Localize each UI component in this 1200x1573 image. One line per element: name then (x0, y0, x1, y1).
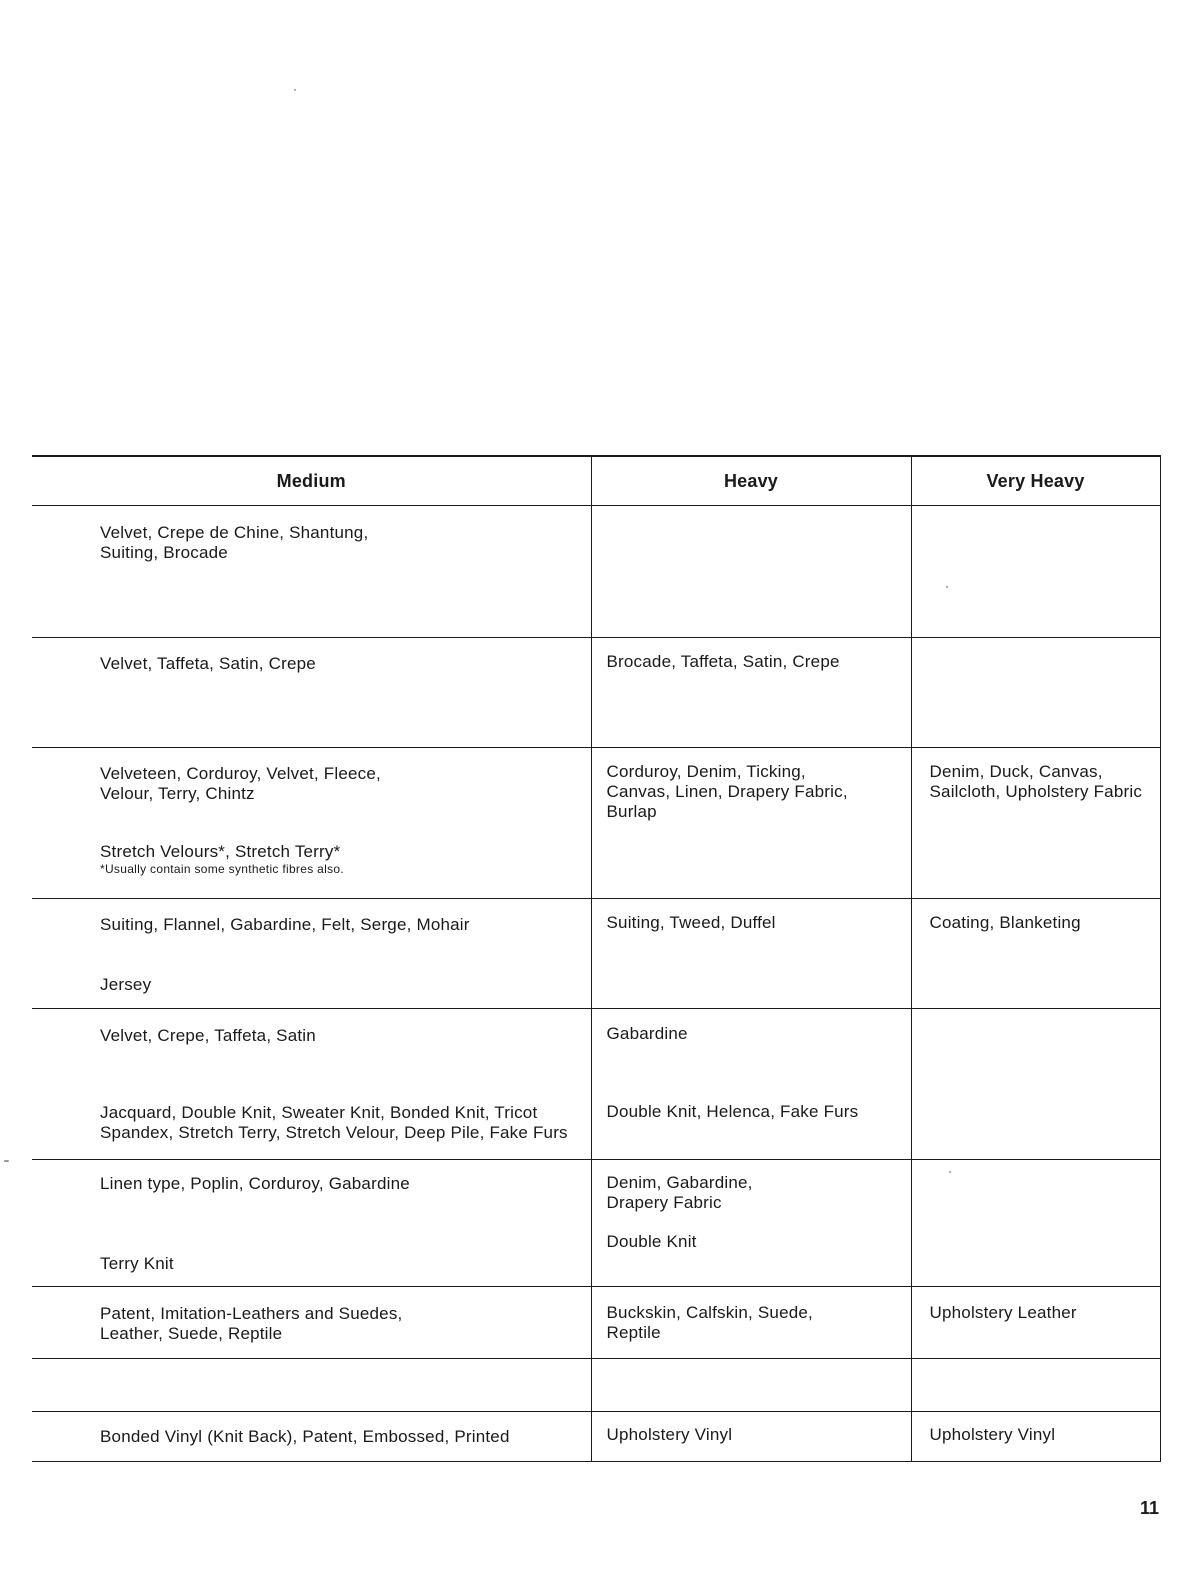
fabric-list: Bonded Vinyl (Knit Back), Patent, Embossed, Printed (100, 1426, 510, 1446)
fabric-list: Brocade, Taffeta, Satin, Crepe (606, 651, 840, 671)
table-row (32, 1159, 1160, 1286)
heavy-cell (591, 1411, 911, 1461)
page-number: 11 (1140, 1498, 1160, 1518)
fabric-list: Suiting, Flannel, Gabardine, Felt, Serge, Mohair (100, 914, 470, 934)
table-row (32, 505, 1160, 637)
fabric-list: Stretch Velours*, Stretch Terry* (100, 841, 341, 861)
fabric-list: Velvet, Taffeta, Satin, Crepe (100, 653, 316, 673)
medium-cell (32, 1411, 591, 1461)
column-header-medium: Medium (32, 456, 591, 505)
footnote: *Usually contain some synthetic fibres also. (100, 861, 344, 876)
fabric-list: Upholstery Leather (929, 1302, 1077, 1322)
scan-speck (946, 586, 948, 588)
fabric-list: Velvet, Crepe, Taffeta, Satin (100, 1025, 316, 1045)
fabric-list: Buckskin, Calfskin, Suede, Reptile (606, 1302, 813, 1342)
heavy-cell (591, 898, 911, 1008)
heavy-cell (591, 747, 911, 898)
heavy-cell (591, 1286, 911, 1358)
medium-cell (32, 505, 591, 637)
very-heavy-cell (911, 1159, 1160, 1286)
heavy-cell (591, 637, 911, 747)
fabric-list: Terry Knit (100, 1253, 174, 1273)
fabric-list: Gabardine (606, 1023, 688, 1043)
table-row (32, 898, 1160, 1008)
heavy-cell (591, 505, 911, 637)
fabric-list: Suiting, Tweed, Duffel (606, 912, 776, 932)
fabric-list: Coating, Blanketing (929, 912, 1081, 932)
fabric-list: Velvet, Crepe de Chine, Shantung, Suiting, Brocade (100, 522, 369, 562)
scan-speck (949, 1171, 951, 1173)
medium-cell (32, 898, 591, 1008)
table-row (32, 637, 1160, 747)
fabric-list: Denim, Duck, Canvas, Sailcloth, Upholstery Fabric (929, 761, 1143, 801)
medium-cell (32, 1286, 591, 1358)
fabric-list: Double Knit, Helenca, Fake Furs (606, 1101, 859, 1121)
scan-speck (294, 89, 296, 91)
fabric-weight-table (32, 455, 1161, 1462)
table-row (32, 1411, 1160, 1461)
fabric-list: Denim, Gabardine, Drapery Fabric (606, 1172, 753, 1212)
medium-cell (32, 747, 591, 898)
fabric-list: Jersey (100, 974, 152, 994)
fabric-list: Upholstery Vinyl (929, 1424, 1056, 1444)
fabric-list: Patent, Imitation-Leathers and Suedes, Leather, Suede, Reptile (100, 1303, 403, 1343)
fabric-list: Velveteen, Corduroy, Velvet, Fleece, Velour, Terry, Chintz (100, 763, 381, 803)
fabric-list: Linen type, Poplin, Corduroy, Gabardine (100, 1173, 410, 1193)
column-header-heavy: Heavy (591, 456, 911, 505)
table-row (32, 1358, 1160, 1411)
very-heavy-cell (911, 1358, 1160, 1411)
table-row (32, 747, 1160, 898)
medium-cell (32, 1159, 591, 1286)
very-heavy-cell (911, 1411, 1160, 1461)
table-row (32, 1008, 1160, 1159)
very-heavy-cell (911, 1008, 1160, 1159)
very-heavy-cell (911, 747, 1160, 898)
heavy-cell (591, 1159, 911, 1286)
medium-cell (32, 1008, 591, 1159)
column-header-very-heavy: Very Heavy (911, 456, 1160, 505)
medium-cell (32, 637, 591, 747)
table-row (32, 1286, 1160, 1358)
very-heavy-cell (911, 1286, 1160, 1358)
medium-cell (32, 1358, 591, 1411)
very-heavy-cell (911, 898, 1160, 1008)
fabric-list: Upholstery Vinyl (606, 1424, 733, 1444)
fabric-list: Jacquard, Double Knit, Sweater Knit, Bonded Knit, Tricot Spandex, Stretch Terry, Stretch Velour, Deep Pile, Fake Furs (100, 1102, 568, 1142)
fabric-list: Corduroy, Denim, Ticking, Canvas, Linen, Drapery Fabric, Burlap (606, 761, 848, 821)
table-header-row (32, 456, 1160, 505)
scan-speck (4, 1160, 9, 1162)
very-heavy-cell (911, 637, 1160, 747)
heavy-cell (591, 1008, 911, 1159)
heavy-cell (591, 1358, 911, 1411)
fabric-list: Double Knit (606, 1231, 697, 1251)
very-heavy-cell (911, 505, 1160, 637)
